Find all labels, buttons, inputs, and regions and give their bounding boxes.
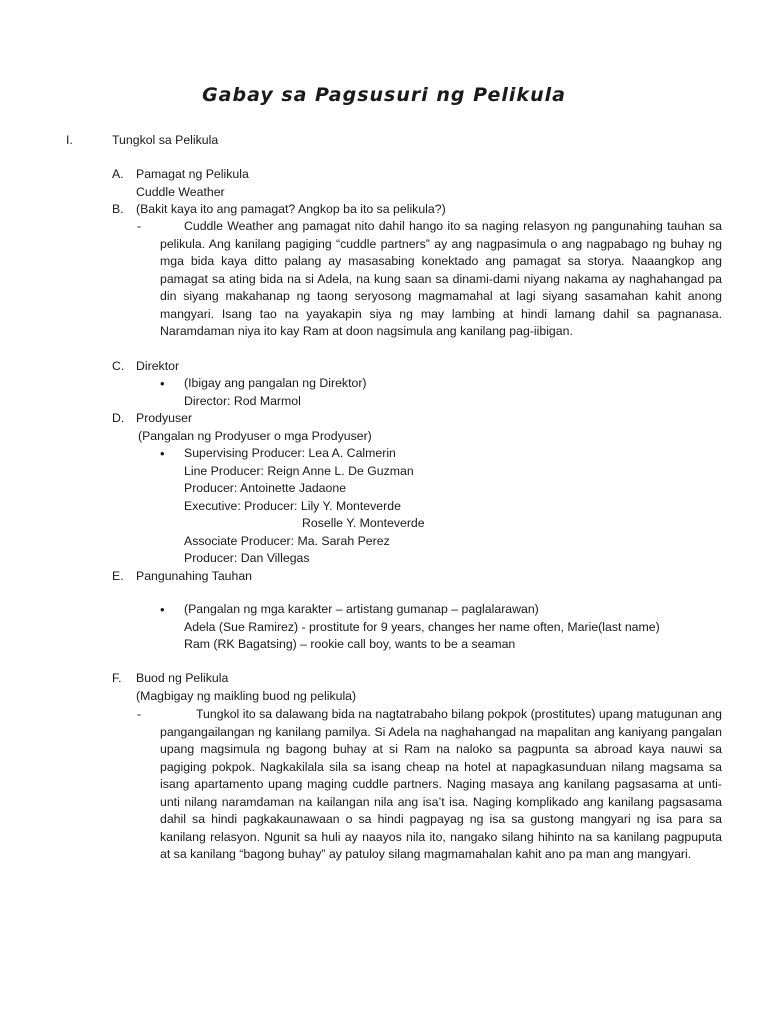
character-line: Adela (Sue Ramirez) - prostitute for 9 years, changes her name often, Marie(last name) <box>184 620 660 634</box>
producer-line: Producer: Antoinette Jadaone <box>184 481 347 495</box>
item-a-letter: A. <box>112 167 124 181</box>
item-b-paragraph: Cuddle Weather ang pamagat nito dahil hango ito sa naging relasyon ng pangunahing tauhan sa pelikula. Ang kanilang pagiging “cuddle partners” ay ang nagpasimula o ang nagpabago ng buhay ng mga bida kaya ditto palang ay masasabing konektado ang pamagat sa storya. Naaangkop ang pamagat sa ating bida na si Adela, na kung saan sa dinami-dami niyang nakama ay naghahangad pa din siyang makahanap ng taong seryosong magmamahal at lagi siyang sasamahan kahit anong mangyari. Isang tao na yayakapin siya ng may lambing at hindi lamang dahil sa pagnanasa. Naramdaman niya ito kay Ram at doon nagsimula ang kanilang pag-iibigan. <box>160 219 722 338</box>
item-f-letter: F. <box>112 671 122 685</box>
producer-line: Associate Producer: Ma. Sarah Perez <box>184 534 390 548</box>
item-e-letter: E. <box>112 569 124 583</box>
item-d-hint: (Pangalan ng Prodyuser o mga Prodyuser) <box>138 429 372 443</box>
item-e-hint: (Pangalan ng mga karakter – artistang gumanap – paglalarawan) <box>184 602 539 616</box>
section-heading: Tungkol sa Pelikula <box>112 133 219 147</box>
item-b-label: (Bakit kaya ito ang pamagat? Angkop ba ito sa pelikula?) <box>136 202 446 216</box>
item-c-value: Director: Rod Marmol <box>184 394 301 408</box>
item-c-bullet: • <box>160 376 165 391</box>
item-f-hint: (Magbigay ng maikling buod ng pelikula) <box>136 689 357 703</box>
item-f-paragraph: Tungkol ito sa dalawang bida na nagtatrabaho bilang pokpok (prostitutes) upang matugunan ang pangangailangan ng kanilang pamilya. Si Adela na naghahangad na mapalitan ang kaniyang pangalan upang magsimula ng bagong buhay at si Ram na naloko sa pagpunta sa abroad kaya nauwi sa pagiging pokpok. Nagkakilala sila sa isang cheap na hotel at napagkasunduan nilang magsama sa isang apartamento upang maging cuddle partners. Naging masaya ang kanilang pagsasama at unti-unti nilang naramdaman na kailangan nila ang isa’t isa. Naging komplikado ang kanilang pagsasama dahil sa hindi pagkakaunawaan o sa hindi pagpayag ng isa sa gustong mangyari ng isa para sa kanilang relasyon. Ngunit sa huli ay naayos nila ito, nangako silang hihinto na sa kanilang pagpuputa at sa kanilang “bagong buhay” ay patuloy silang magmamahalan kahit ano pa man ang mangyari. <box>160 707 722 861</box>
producer-line: Supervising Producer: Lea A. Calmerin <box>184 446 396 460</box>
section-numeral: I. <box>66 133 73 147</box>
producer-line: Line Producer: Reign Anne L. De Guzman <box>184 464 414 478</box>
item-b-letter: B. <box>112 202 124 216</box>
page-title: Gabay sa Pagsusuri ng Pelikula <box>202 84 566 106</box>
character-line: Ram (RK Bagatsing) – rookie call boy, wants to be a seaman <box>184 637 516 651</box>
item-c-hint: (Ibigay ang pangalan ng Direktor) <box>184 376 367 390</box>
item-c-letter: C. <box>112 359 125 373</box>
item-d-bullet: • <box>160 446 165 461</box>
producer-line: Producer: Dan Villegas <box>184 551 310 565</box>
item-c-label: Direktor <box>136 359 180 373</box>
item-f-label: Buod ng Pelikula <box>136 671 229 685</box>
item-a-label: Pamagat ng Pelikula <box>136 167 249 181</box>
item-d-label: Prodyuser <box>136 411 193 425</box>
item-f-dash: - <box>137 707 142 721</box>
item-a-value: Cuddle Weather <box>136 185 225 199</box>
item-d-letter: D. <box>112 411 125 425</box>
item-e-label: Pangunahing Tauhan <box>136 569 253 583</box>
item-e-bullet: • <box>160 602 165 617</box>
producer-line: Executive: Producer: Lily Y. Monteverde <box>184 499 401 513</box>
producer-line: Roselle Y. Monteverde <box>302 516 425 530</box>
item-b-dash: - <box>137 219 142 233</box>
